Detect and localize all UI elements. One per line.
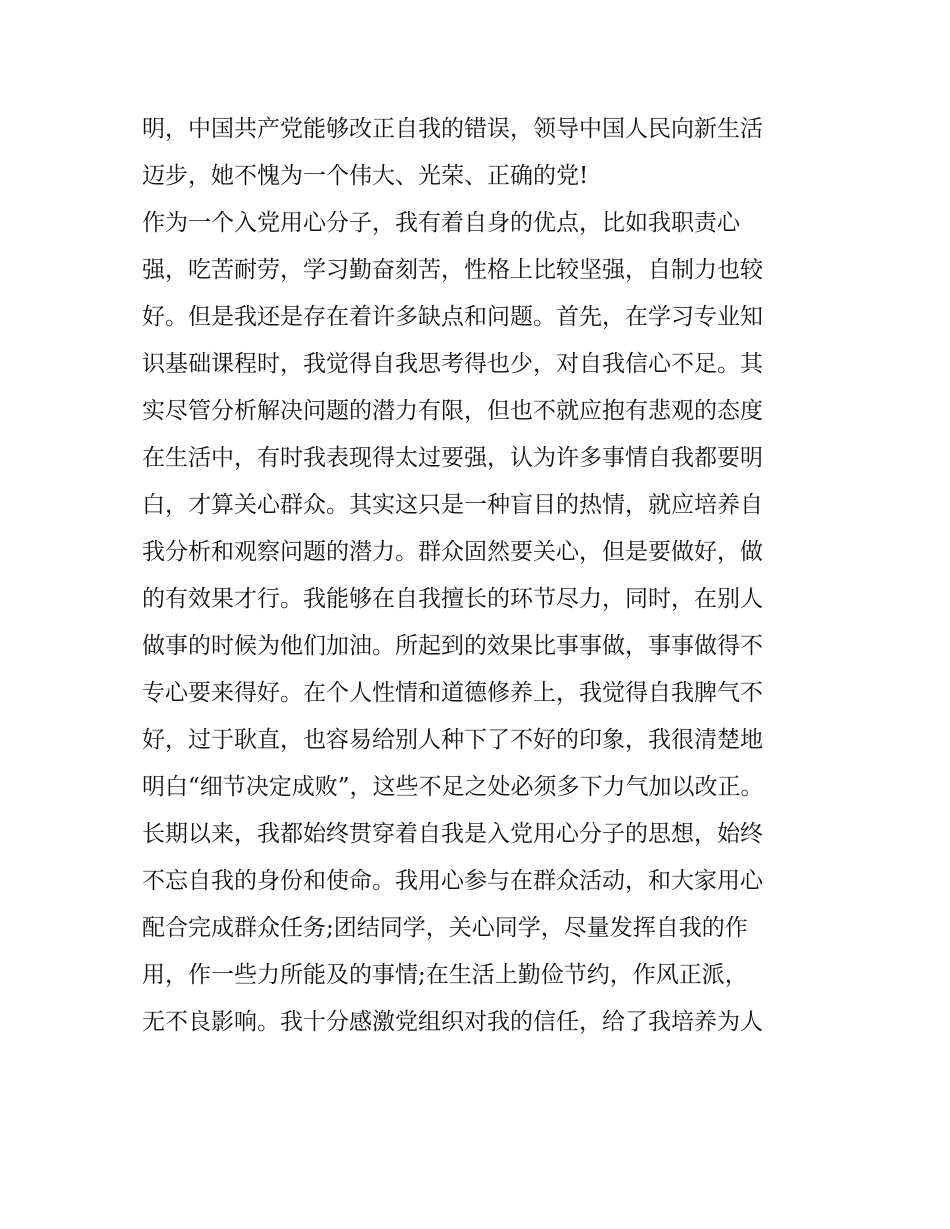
text-line-4: 强，吃苦耐劳，学习勤奋刻苦，性格上比较坚强，自制力也较	[142, 257, 763, 283]
body-text	[142, 106, 822, 1046]
text-line-1: 明，中国共产党能够改正自我的错误，领导中国人民向新生活	[142, 116, 763, 142]
text-line-11: 的有效果才行。我能够在自我擅长的环节尽力，同时，在别人	[142, 586, 763, 612]
text-line-17: 不忘自我的身份和使命。我用心参与在群众活动，和大家用心	[142, 868, 763, 894]
text-line-14: 好，过于耿直，也容易给别人种下了不好的印象，我很清楚地	[142, 727, 763, 753]
text-line-16: 长期以来，我都始终贯穿着自我是入党用心分子的思想，始终	[142, 821, 763, 847]
text-line-13: 专心要来得好。在个人性情和道德修养上，我觉得自我脾气不	[142, 680, 763, 706]
text-line-3: 作为一个入党用心分子，我有着自身的优点，比如我职责心	[142, 210, 740, 236]
text-line-20: 无不良影响。我十分感激党组织对我的信任，给了我培养为人	[142, 1009, 763, 1035]
text-line-18: 配合完成群众任务;团结同学，关心同学，尽量发挥自我的作	[142, 915, 748, 941]
text-line-6: 识基础课程时，我觉得自我思考得也少，对自我信心不足。其	[142, 351, 763, 377]
text-line-12: 做事的时候为他们加油。所起到的效果比事事做，事事做得不	[142, 633, 763, 659]
text-line-15: 明白“细节决定成败”，这些不足之处必须多下力气加以改正。	[142, 774, 764, 800]
text-line-19: 用，作一些力所能及的事情;在生活上勤俭节约，作风正派，	[142, 962, 748, 988]
text-line-10: 我分析和观察问题的潜力。群众固然要关心，但是要做好，做	[142, 539, 763, 565]
text-line-8: 在生活中，有时我表现得太过要强，认为许多事情自我都要明	[142, 445, 763, 471]
text-line-2: 迈步，她不愧为一个伟大、光荣、正确的党!	[142, 163, 589, 189]
text-line-5: 好。但是我还是存在着许多缺点和问题。首先，在学习专业知	[142, 304, 763, 330]
text-line-7: 实尽管分析解决问题的潜力有限，但也不就应抱有悲观的态度	[142, 398, 763, 424]
text-line-9: 白，才算关心群众。其实这只是一种盲目的热情，就应培养自	[142, 492, 763, 518]
